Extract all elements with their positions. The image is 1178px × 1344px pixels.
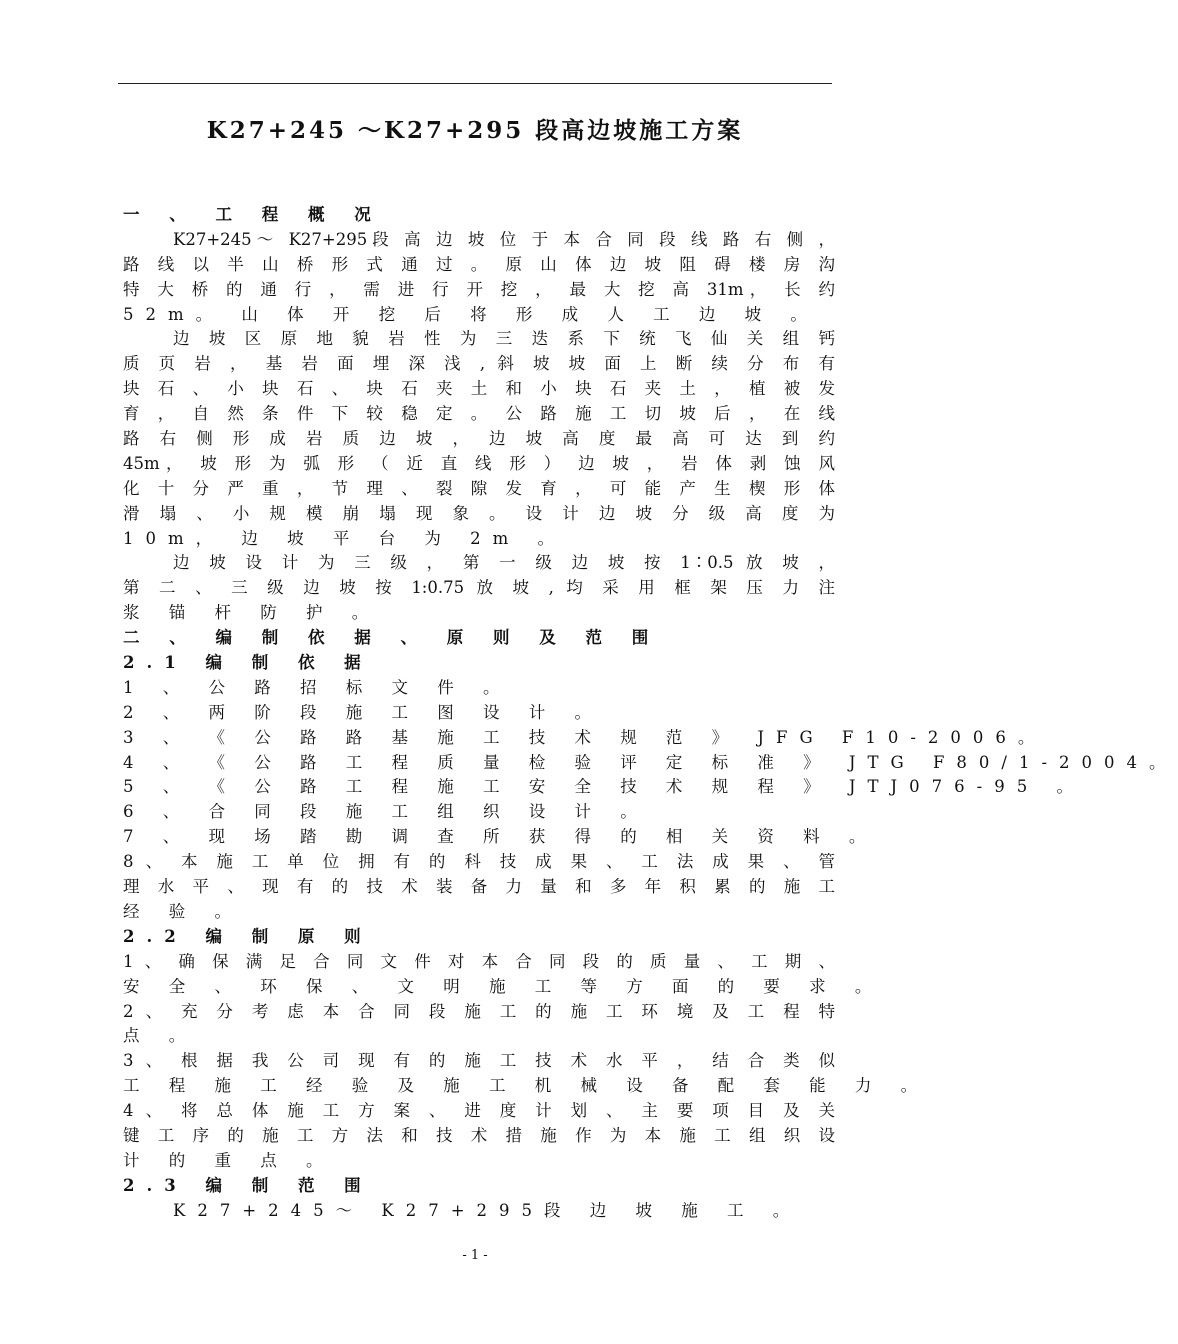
document-body bbox=[123, 203, 1178, 1224]
body-text-line: 化 十 分 严 重 ， 节 理 、 裂 隙 发 育 ， 可 能 产 生 楔 形 体 bbox=[123, 478, 835, 498]
body-text-line: 1 、 公 路 招 标 文 件 。 bbox=[123, 677, 512, 697]
section-heading: 2.2 编 制 原 则 bbox=[123, 926, 373, 946]
section-heading: 一 、 工 程 概 况 bbox=[123, 205, 383, 224]
body-text-line: 4 、 将 总 体 施 工 方 案 、 进 度 计 划 、 主 要 项 目 及 关 bbox=[123, 1101, 835, 1121]
body-text-line: 点 。 bbox=[123, 1026, 198, 1046]
header-rule bbox=[118, 83, 832, 84]
body-text-line: 路 右 侧 形 成 岩 质 边 坡 ， 边 坡 高 度 最 高 可 达 到 约 bbox=[123, 429, 835, 449]
section-heading: 2.1 编 制 依 据 bbox=[123, 653, 373, 673]
body-text-line: 6 、 合 同 段 施 工 组 织 设 计 。 bbox=[123, 802, 649, 822]
body-text-line: K27+245～ K27+295段 高 边 坡 位 于 本 合 同 段 线 路 右 侧 ， bbox=[173, 229, 835, 249]
section-heading: 二 、 编 制 依 据 、 原 则 及 范 围 bbox=[123, 628, 661, 648]
body-text-line: 滑 塌 、 小 规 模 崩 塌 现 象 。 设 计 边 坡 分 级 高 度 为 bbox=[123, 503, 835, 523]
body-text-line: 8 、 本 施 工 单 位 拥 有 的 科 技 成 果 、 工 法 成 果 、 管 bbox=[123, 852, 835, 872]
body-text-line: 路 线 以 半 山 桥 形 式 通 过 。 原 山 体 边 坡 阻 碍 楼 房 沟 bbox=[123, 254, 835, 274]
body-text-line: 浆 锚 杆 防 护 。 bbox=[123, 603, 381, 623]
body-text-line: 3 、 《 公 路 路 基 施 工 技 术 规 范 》 JFG F10-2006。 bbox=[123, 727, 1047, 747]
body-text-line: 质 页 岩 ， 基 岩 面 埋 深 浅 , 斜 坡 坡 面 上 断 续 分 布 有 bbox=[123, 354, 835, 374]
body-text-line: 计 的 重 点 。 bbox=[123, 1150, 335, 1170]
body-text-line: 7 、 现 场 踏 勘 调 查 所 获 得 的 相 关 资 料 。 bbox=[123, 827, 878, 847]
body-text-line: 第 二 、 三 级 边 坡 按 1:0.75 放 坡 , 均 采 用 框 架 压 力 注 bbox=[123, 578, 835, 598]
body-text-line: 1 、 确 保 满 足 合 同 文 件 对 本 合 同 段 的 质 量 、 工 期 、 bbox=[123, 951, 835, 971]
body-text-line: 10m， 边 坡 平 台 为 2m 。 bbox=[123, 528, 566, 548]
document-title: K27+245 ～K27+295 段高边坡施工方案 bbox=[206, 117, 744, 144]
body-text-line: 工 程 施 工 经 验 及 施 工 机 械 设 备 配 套 能 力 。 bbox=[123, 1076, 930, 1096]
body-text-line: 5 、 《 公 路 工 程 施 工 安 全 技 术 规 程 》 JTJ076-95 。 bbox=[123, 777, 1085, 797]
body-text-line: 3 、 根 据 我 公 司 现 有 的 施 工 技 术 水 平 ， 结 合 类 似 bbox=[123, 1051, 835, 1071]
body-text-line: 经 验 。 bbox=[123, 901, 243, 921]
body-text-line: 52m。 山 体 开 挖 后 将 形 成 人 工 边 坡 。 bbox=[123, 304, 819, 324]
body-text-line: 育 ， 自 然 条 件 下 较 稳 定 。 公 路 施 工 切 坡 后 ， 在 线 bbox=[123, 404, 835, 424]
body-text-line: K27+245～ K27+295段 边 坡 施 工 。 bbox=[173, 1200, 802, 1220]
body-text-line: 键 工 序 的 施 工 方 法 和 技 术 措 施 作 为 本 施 工 组 织 设 bbox=[123, 1125, 835, 1145]
body-text-line: 特 大 桥 的 通 行 ， 需 进 行 开 挖 ， 最 大 挖 高 31m， 长 约 bbox=[123, 279, 835, 299]
body-text-line: 边 坡 区 原 地 貌 岩 性 为 三 迭 系 下 统 飞 仙 关 组 钙 bbox=[173, 329, 835, 349]
body-text-line: 4 、 《 公 路 工 程 质 量 检 验 评 定 标 准 》 JTG F80/1-2004。 bbox=[123, 752, 1178, 772]
body-text-line: 边 坡 设 计 为 三 级 ， 第 一 级 边 坡 按 1∶0.5 放 坡 ， bbox=[173, 553, 835, 573]
body-text-line: 安 全 、 环 保 、 文 明 施 工 等 方 面 的 要 求 。 bbox=[123, 976, 884, 996]
body-text-line: 块 石 、 小 块 石 、 块 石 夹 土 和 小 块 石 夹 土 ， 植 被 发 bbox=[123, 379, 835, 399]
page-number: - 1 - bbox=[462, 1248, 488, 1263]
body-text-line: 45m， 坡 形 为 弧 形 （ 近 直 线 形 ） 边 坡 ， 岩 体 剥 蚀 风 bbox=[123, 453, 835, 473]
body-text-line: 理 水 平 、 现 有 的 技 术 装 备 力 量 和 多 年 积 累 的 施 工 bbox=[123, 877, 835, 897]
body-text-line: 2 、 充 分 考 虑 本 合 同 段 施 工 的 施 工 环 境 及 工 程 特 bbox=[123, 1001, 835, 1021]
section-heading: 2.3 编 制 范 围 bbox=[123, 1175, 373, 1195]
body-text-line: 2 、 两 阶 段 施 工 图 设 计 。 bbox=[123, 702, 603, 722]
